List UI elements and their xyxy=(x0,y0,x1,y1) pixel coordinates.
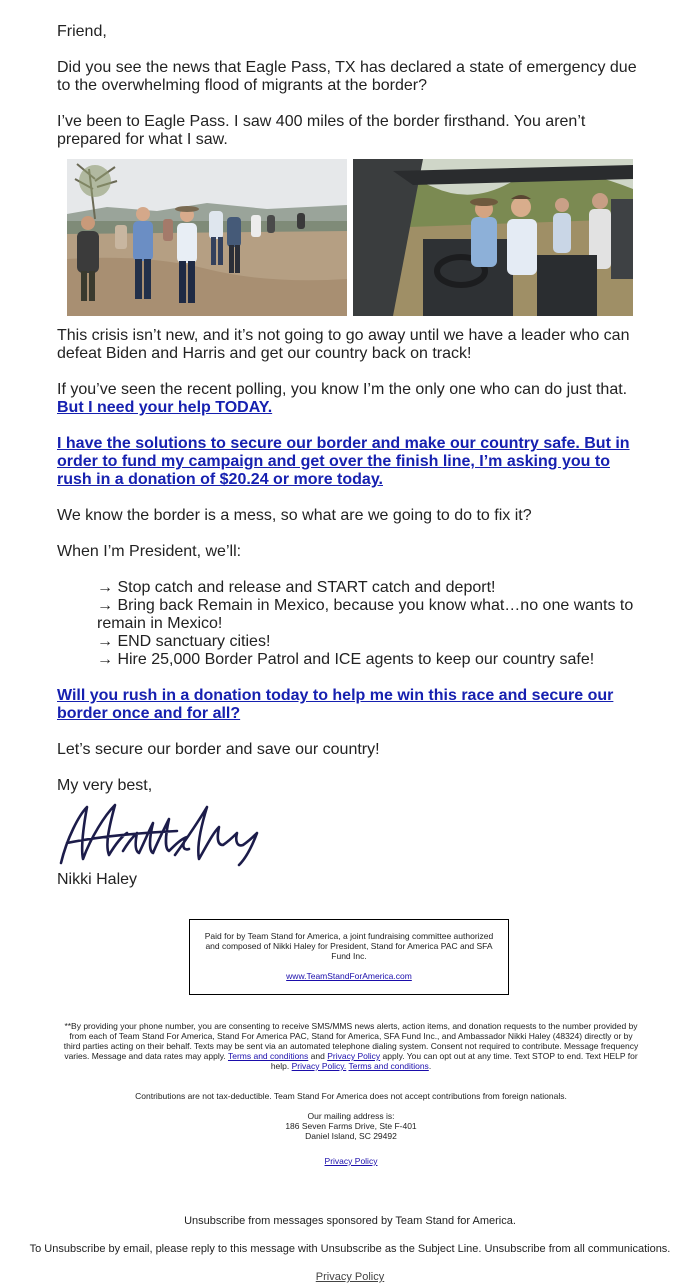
paragraph-border-visit: I’ve been to Eagle Pass. I saw 400 miles of the border firsthand. You aren’t prepared for what I saw. xyxy=(57,113,586,148)
privacy-policy-link[interactable]: Privacy Policy xyxy=(324,1156,378,1166)
terms-link-2[interactable]: Terms and conditions xyxy=(348,1061,429,1071)
unsubscribe-sponsored: Unsubscribe from messages sponsored by Team Stand for America. xyxy=(184,1215,516,1227)
privacy-policy-section xyxy=(60,1156,642,1166)
vehicle-photo xyxy=(353,159,633,316)
mailing-address xyxy=(60,1111,642,1141)
rush-donation-link[interactable]: Will you rush in a donation today to help me win this race and secure our border once and for all? xyxy=(57,687,614,722)
terms-link[interactable]: Terms and conditions xyxy=(227,1051,309,1061)
paid-for-disclaimer xyxy=(189,919,509,995)
sms-optout-text: apply. You can opt out at any time. Text STOP to end. Text HELP for help. xyxy=(270,1051,638,1071)
disclaimer-text: Paid for by Team Stand for America, a joint fundraising committee authorized and composed of Nikki Haley for President, Stand for America PAC and SFA Fund Inc. xyxy=(204,931,494,961)
paragraph-eagle-pass-news: Did you see the news that Eagle Pass, TX has declared a state of emergency due to the overwhelming flood of migrants at the border? xyxy=(57,59,637,94)
unsubscribe-email-note: To Unsubscribe by email, please reply to this message with Unsubscribe as the Subject Line. Unsubscribe from all communications. xyxy=(29,1243,671,1255)
and-text: and xyxy=(310,1051,325,1061)
help-today-link[interactable]: But I need your help TODAY. xyxy=(57,399,273,416)
signoff: My very best, xyxy=(57,777,153,794)
period: . xyxy=(428,1061,432,1071)
border-photos xyxy=(67,159,633,316)
paragraph-crisis: This crisis isn’t new, and it’s not going to go away until we have a leader who can defeat Biden and Harris and get our country back on track! xyxy=(57,327,630,362)
list-item: → Stop catch and release and START catch and deport! xyxy=(97,579,496,596)
donation-link[interactable]: I have the solutions to secure our border and make our country safe. But in order to fund my campaign and get over the finish line, I’m asking you to rush in a donation of $20.24 or more today. xyxy=(57,435,630,488)
policy-list xyxy=(57,579,647,669)
website-link[interactable]: www.TeamStandForAmerica.com xyxy=(286,971,412,981)
sms-consent xyxy=(60,1021,642,1071)
address-line1: 186 Seven Farms Drive, Ste F-401 xyxy=(285,1121,417,1131)
paragraph-fix-question: We know the border is a mess, so what are we going to do to fix it? xyxy=(57,507,532,524)
footer-privacy xyxy=(0,1271,700,1284)
list-item: → Hire 25,000 Border Patrol and ICE agents to keep our country safe! xyxy=(97,651,595,668)
signature-image xyxy=(57,793,262,876)
paragraph-polling: If you’ve seen the recent polling, you know I’m the only one who can do just that. xyxy=(57,381,628,398)
privacy-link[interactable]: Privacy Policy xyxy=(327,1051,381,1061)
list-item: → Bring back Remain in Mexico, because you know what…no one wants to remain in Mexico! xyxy=(97,597,634,632)
footer-privacy-link[interactable]: Privacy Policy xyxy=(315,1271,385,1283)
list-item: → END sanctuary cities! xyxy=(97,633,271,650)
sms-consent-text: **By providing your phone number, you are consenting to receive SMS/MMS news alerts, action items, and donation requests to the number provided by from each of Team Stand For America, Stand For America PAC, Stand for America, SFA Fund Inc., and Ambassador Nikki Haley (48324) directly or by third parties acting on their behalf. Texts may be sent via an automated telephone dialing system. Consent not required to contribute. Message frequency varies. Message and data rates may apply. xyxy=(63,1021,639,1061)
paragraph-secure-border: Let’s secure our border and save our country! xyxy=(57,741,380,758)
signature-name: Nikki Haley xyxy=(57,871,138,888)
privacy-link-2[interactable]: Privacy Policy. xyxy=(291,1061,347,1071)
contribution-note: Contributions are not tax-deductible. Team Stand For America does not accept contributions from foreign nationals. xyxy=(135,1091,567,1101)
address-line2: Daniel Island, SC 29492 xyxy=(305,1131,397,1141)
greeting: Friend, xyxy=(57,23,107,40)
address-label: Our mailing address is: xyxy=(307,1111,395,1121)
paragraph-president: When I’m President, we’ll: xyxy=(57,543,242,560)
walking-photo xyxy=(67,159,347,316)
